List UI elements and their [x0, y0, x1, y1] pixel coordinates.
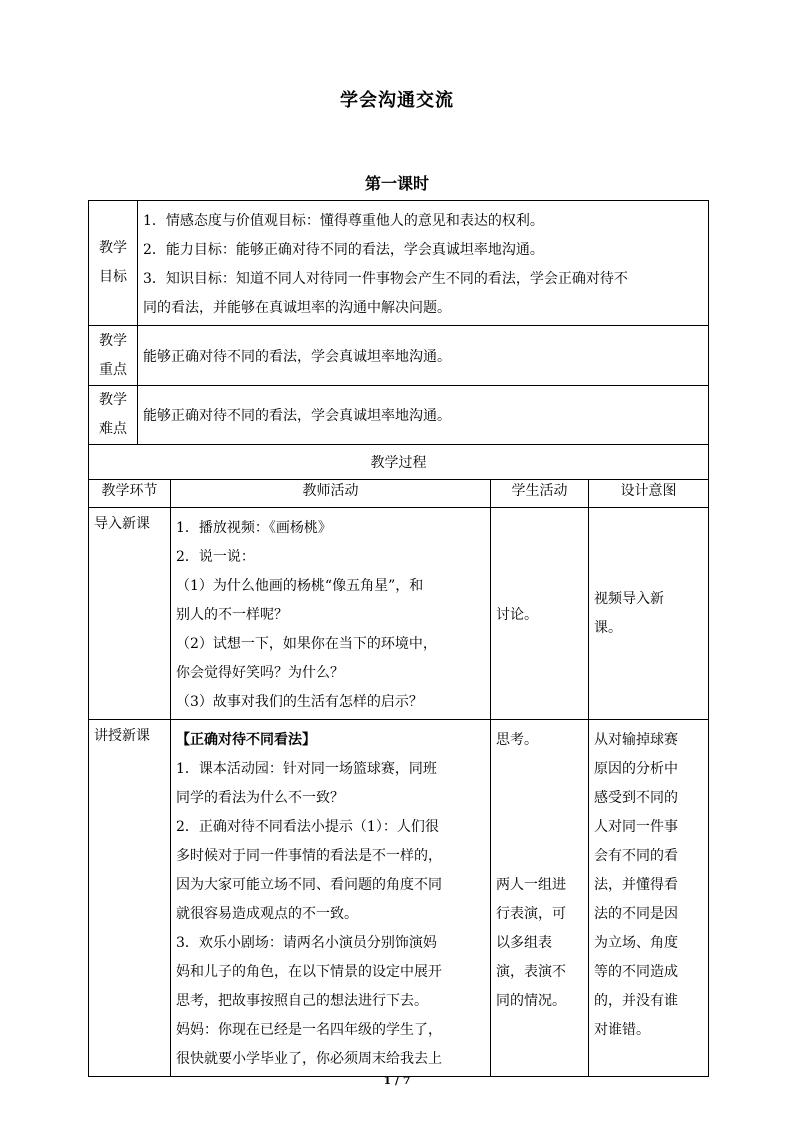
teacher-line: 同学的看法为什么不一致？: [176, 790, 344, 806]
lesson-title: 第一课时: [364, 174, 429, 193]
goals-row: [89, 201, 709, 326]
teach-row: [89, 720, 709, 1077]
intro-stage: 导入新课: [89, 508, 171, 720]
teacher-line: 妈妈：你现在已经是一名四年级的学生了，: [176, 1022, 442, 1038]
teacher-line: （1）为什么他画的杨桃“像五角星”，和: [176, 578, 424, 594]
teacher-line: 很快就要小学毕业了，你必须周末给我去上: [176, 1051, 442, 1067]
teacher-heading: 【正确对待不同看法】: [176, 732, 316, 748]
student-line: 以多组表: [496, 935, 552, 951]
difficulties-row: [89, 386, 709, 445]
teacher-line: 1．播放视频：《画杨桃》: [176, 520, 332, 536]
student-line: 行表演，可: [496, 906, 566, 922]
intro-teacher: [171, 508, 491, 720]
intro-intent: 视频导入新 课。: [589, 508, 709, 720]
intent-line: 的，并没有谁: [594, 993, 678, 1009]
page-number: 1 / 7: [383, 1074, 411, 1087]
student-line: 演，表演不: [496, 964, 566, 980]
goal-line: 3．知识目标：知道不同人对待同一件事物会产生不同的看法，学会正确对待不: [143, 271, 628, 287]
teach-intent: [589, 720, 709, 1077]
process-title: 教学过程: [89, 445, 709, 480]
goals-label: 教学 目标: [89, 201, 138, 326]
intent-line: 原因的分析中: [594, 761, 678, 777]
lesson-plan-table: [88, 200, 709, 1077]
teacher-line: 别人的不一样呢？: [176, 607, 288, 623]
teacher-line: 妈和儿子的角色，在以下情景的设定中展开: [176, 964, 442, 980]
teacher-line: 2．说一说：: [176, 549, 255, 565]
goal-line: 2．能力目标：能够正确对待不同的看法，学会真诚坦率地沟通。: [143, 242, 544, 258]
intent-line: 等的不同造成: [594, 964, 678, 980]
intro-student: 讨论。: [491, 508, 589, 720]
intent-line: 从对输掉球赛: [594, 732, 678, 748]
teacher-line: 就很容易造成观点的不一致。: [176, 906, 358, 922]
difficulties-content: 能够正确对待不同的看法，学会真诚坦率地沟通。: [138, 386, 709, 445]
header-intent: 设计意图: [589, 480, 709, 508]
intent-line: 对谁错。: [594, 1022, 650, 1038]
teacher-line: 3．欢乐小剧场：请两名小演员分别饰演妈: [176, 935, 437, 951]
teacher-line: 1．课本活动园：针对同一场篮球赛，同班: [176, 761, 437, 777]
page-title: 学会沟通交流: [340, 90, 454, 111]
intent-line: 法的不同是因: [594, 906, 678, 922]
intent-line: 人对同一件事: [594, 819, 678, 835]
student-line: 两人一组进: [496, 877, 566, 893]
teacher-line: 2．正确对待不同看法小提示（1）：人们很: [176, 819, 439, 835]
teacher-line: 思考，把故事按照自己的想法进行下去。: [176, 993, 428, 1009]
intent-line: 为立场、角度: [594, 935, 678, 951]
key-points-label: 教学 重点: [89, 326, 138, 386]
goal-line: 同的看法，并能够在真诚坦率的沟通中解决问题。: [143, 300, 451, 316]
student-line: 思考。: [496, 732, 538, 748]
header-stage: 教学环节: [89, 480, 171, 508]
teach-teacher: [171, 720, 491, 1077]
teach-stage: 讲授新课: [89, 720, 171, 1077]
student-line: 同的情况。: [496, 993, 566, 1009]
teacher-line: （3）故事对我们的生活有怎样的启示？: [176, 694, 423, 710]
teacher-line: （2）试想一下，如果你在当下的环境中，: [176, 636, 437, 652]
header-student: 学生活动: [491, 480, 589, 508]
process-header-row: [89, 480, 709, 508]
intent-line: 法，并懂得看: [594, 877, 678, 893]
goals-content: [138, 201, 709, 326]
key-points-row: [89, 326, 709, 386]
teacher-line: 多时候对于同一件事情的看法是不一样的，: [176, 848, 442, 864]
teacher-line: 你会觉得好笑吗？为什么？: [176, 665, 344, 681]
goal-line: 1．情感态度与价值观目标：懂得尊重他人的意见和表达的权利。: [143, 213, 544, 229]
intent-line: 感受到不同的: [594, 790, 678, 806]
teacher-line: 因为大家可能立场不同、看问题的角度不同: [176, 877, 442, 893]
difficulties-label: 教学 难点: [89, 386, 138, 445]
header-teacher: 教师活动: [171, 480, 491, 508]
intent-line: 会有不同的看: [594, 848, 678, 864]
process-title-row: [89, 445, 709, 480]
intro-row: [89, 508, 709, 720]
teach-student: [491, 720, 589, 1077]
key-points-content: 能够正确对待不同的看法，学会真诚坦率地沟通。: [138, 326, 709, 386]
